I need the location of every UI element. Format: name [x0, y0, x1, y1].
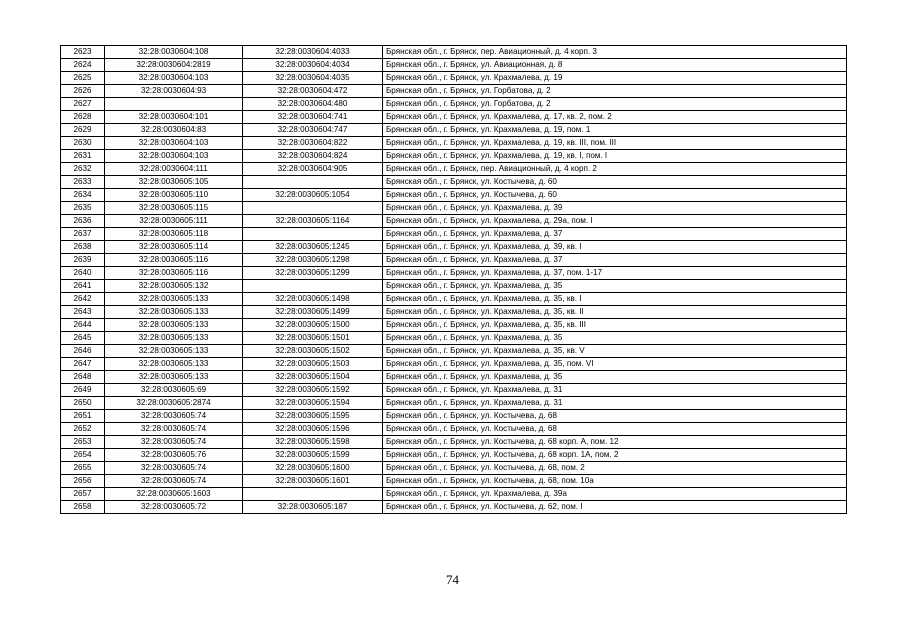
address-cell: Брянская обл., г. Брянск, ул. Костычева, д. 68	[383, 410, 847, 423]
land-cadastral-number-cell: 32:28:0030605:110	[105, 189, 243, 202]
row-number-cell: 2658	[61, 501, 105, 514]
table-row	[61, 59, 847, 72]
row-number-cell: 2639	[61, 254, 105, 267]
row-number-cell: 2644	[61, 319, 105, 332]
row-number-cell: 2643	[61, 306, 105, 319]
land-cadastral-number-cell: 32:28:0030605:72	[105, 501, 243, 514]
address-cell: Брянская обл., г. Брянск, ул. Крахмалева, д. 19, кв. I, пом. I	[383, 150, 847, 163]
row-number-cell: 2656	[61, 475, 105, 488]
row-number-cell: 2650	[61, 397, 105, 410]
row-number-cell: 2625	[61, 72, 105, 85]
address-cell: Брянская обл., г. Брянск, пер. Авиационный, д. 4 корп. 2	[383, 163, 847, 176]
land-cadastral-number-cell: 32:28:0030605:69	[105, 384, 243, 397]
table-row	[61, 501, 847, 514]
land-cadastral-number-cell: 32:28:0030605:1603	[105, 488, 243, 501]
object-cadastral-number-cell: 32:28:0030604:824	[243, 150, 383, 163]
object-cadastral-number-cell: 32:28:0030604:747	[243, 124, 383, 137]
address-cell: Брянская обл., г. Брянск, ул. Крахмалева, д. 35, кв. V	[383, 345, 847, 358]
table-row	[61, 436, 847, 449]
row-number-cell: 2641	[61, 280, 105, 293]
address-cell: Брянская обл., г. Брянск, ул. Горбатова, д. 2	[383, 85, 847, 98]
row-number-cell: 2636	[61, 215, 105, 228]
land-cadastral-number-cell: 32:28:0030605:74	[105, 423, 243, 436]
land-cadastral-number-cell: 32:28:0030605:133	[105, 332, 243, 345]
table-row	[61, 306, 847, 319]
object-cadastral-number-cell: 32:28:0030604:905	[243, 163, 383, 176]
address-cell: Брянская обл., г. Брянск, ул. Крахмалева, д. 39	[383, 202, 847, 215]
object-cadastral-number-cell: 32:28:0030605:1503	[243, 358, 383, 371]
address-cell: Брянская обл., г. Брянск, ул. Крахмалева, д. 31	[383, 397, 847, 410]
object-cadastral-number-cell: 32:28:0030605:1299	[243, 267, 383, 280]
table-row	[61, 332, 847, 345]
object-cadastral-number-cell: 32:28:0030605:1502	[243, 345, 383, 358]
row-number-cell: 2649	[61, 384, 105, 397]
object-cadastral-number-cell: 32:28:0030605:1596	[243, 423, 383, 436]
address-cell: Брянская обл., г. Брянск, ул. Крахмалева, д. 19, кв. III, пом. III	[383, 137, 847, 150]
table-row	[61, 462, 847, 475]
address-cell: Брянская обл., г. Брянск, ул. Крахмалева, д. 31	[383, 384, 847, 397]
object-cadastral-number-cell	[243, 176, 383, 189]
land-cadastral-number-cell: 32:28:0030605:114	[105, 241, 243, 254]
object-cadastral-number-cell: 32:28:0030604:480	[243, 98, 383, 111]
object-cadastral-number-cell: 32:28:0030605:1601	[243, 475, 383, 488]
row-number-cell: 2652	[61, 423, 105, 436]
address-cell: Брянская обл., г. Брянск, ул. Крахмалева, д. 35, кв. II	[383, 306, 847, 319]
row-number-cell: 2630	[61, 137, 105, 150]
object-cadastral-number-cell: 32:28:0030605:1500	[243, 319, 383, 332]
address-cell: Брянская обл., г. Брянск, ул. Крахмалева, д. 29а, пом. I	[383, 215, 847, 228]
object-cadastral-number-cell: 32:28:0030605:1164	[243, 215, 383, 228]
address-cell: Брянская обл., г. Брянск, ул. Авиационная, д. 8	[383, 59, 847, 72]
table-row	[61, 150, 847, 163]
table-row	[61, 228, 847, 241]
row-number-cell: 2646	[61, 345, 105, 358]
object-cadastral-number-cell: 32:28:0030605:1595	[243, 410, 383, 423]
land-cadastral-number-cell: 32:28:0030604:103	[105, 137, 243, 150]
land-cadastral-number-cell: 32:28:0030605:133	[105, 358, 243, 371]
row-number-cell: 2627	[61, 98, 105, 111]
land-cadastral-number-cell: 32:28:0030604:103	[105, 150, 243, 163]
row-number-cell: 2638	[61, 241, 105, 254]
table-row	[61, 98, 847, 111]
land-cadastral-number-cell: 32:28:0030605:105	[105, 176, 243, 189]
land-cadastral-number-cell: 32:28:0030605:115	[105, 202, 243, 215]
address-cell: Брянская обл., г. Брянск, ул. Горбатова, д. 2	[383, 98, 847, 111]
land-cadastral-number-cell	[105, 98, 243, 111]
row-number-cell: 2631	[61, 150, 105, 163]
object-cadastral-number-cell: 32:28:0030605:1501	[243, 332, 383, 345]
object-cadastral-number-cell	[243, 280, 383, 293]
table-row	[61, 111, 847, 124]
row-number-cell: 2623	[61, 46, 105, 59]
object-cadastral-number-cell: 32:28:0030605:187	[243, 501, 383, 514]
address-cell: Брянская обл., г. Брянск, ул. Костычева, д. 68 корп. А, пом. 12	[383, 436, 847, 449]
address-cell: Брянская обл., г. Брянск, ул. Костычева, д. 68, пом. 10а	[383, 475, 847, 488]
land-cadastral-number-cell: 32:28:0030605:74	[105, 410, 243, 423]
object-cadastral-number-cell: 32:28:0030605:1054	[243, 189, 383, 202]
row-number-cell: 2647	[61, 358, 105, 371]
row-number-cell: 2637	[61, 228, 105, 241]
address-cell: Брянская обл., г. Брянск, ул. Крахмалева, д. 35	[383, 280, 847, 293]
land-cadastral-number-cell: 32:28:0030605:133	[105, 293, 243, 306]
land-cadastral-number-cell: 32:28:0030605:74	[105, 436, 243, 449]
table-row	[61, 410, 847, 423]
object-cadastral-number-cell	[243, 488, 383, 501]
address-cell: Брянская обл., г. Брянск, ул. Крахмалева, д. 35	[383, 371, 847, 384]
table-row	[61, 293, 847, 306]
address-cell: Брянская обл., г. Брянск, ул. Костычева, д. 62, пом. I	[383, 501, 847, 514]
address-cell: Брянская обл., г. Брянск, ул. Крахмалева, д. 35, кв. I	[383, 293, 847, 306]
table-row	[61, 358, 847, 371]
row-number-cell: 2645	[61, 332, 105, 345]
address-cell: Брянская обл., г. Брянск, ул. Крахмалева, д. 35	[383, 332, 847, 345]
row-number-cell: 2633	[61, 176, 105, 189]
land-cadastral-number-cell: 32:28:0030605:133	[105, 371, 243, 384]
land-cadastral-number-cell: 32:28:0030604:2819	[105, 59, 243, 72]
table-row	[61, 176, 847, 189]
row-number-cell: 2651	[61, 410, 105, 423]
land-cadastral-number-cell: 32:28:0030605:116	[105, 267, 243, 280]
table-row	[61, 72, 847, 85]
object-cadastral-number-cell: 32:28:0030605:1245	[243, 241, 383, 254]
table-row	[61, 241, 847, 254]
object-cadastral-number-cell: 32:28:0030604:4034	[243, 59, 383, 72]
object-cadastral-number-cell: 32:28:0030605:1298	[243, 254, 383, 267]
row-number-cell: 2642	[61, 293, 105, 306]
table-row	[61, 384, 847, 397]
page-number: 74	[446, 572, 459, 587]
row-number-cell: 2624	[61, 59, 105, 72]
table-row	[61, 189, 847, 202]
address-cell: Брянская обл., г. Брянск, ул. Крахмалева, д. 37	[383, 254, 847, 267]
object-cadastral-number-cell	[243, 202, 383, 215]
address-cell: Брянская обл., г. Брянск, ул. Костычева, д. 68 корп. 1А, пом. 2	[383, 449, 847, 462]
address-cell: Брянская обл., г. Брянск, ул. Костычева, д. 68	[383, 423, 847, 436]
land-cadastral-number-cell: 32:28:0030604:111	[105, 163, 243, 176]
land-cadastral-number-cell: 32:28:0030604:101	[105, 111, 243, 124]
table-row	[61, 124, 847, 137]
land-cadastral-number-cell: 32:28:0030604:108	[105, 46, 243, 59]
table-row	[61, 137, 847, 150]
land-cadastral-number-cell: 32:28:0030605:74	[105, 462, 243, 475]
address-cell: Брянская обл., г. Брянск, ул. Крахмалева, д. 35, кв. III	[383, 319, 847, 332]
row-number-cell: 2654	[61, 449, 105, 462]
address-cell: Брянская обл., г. Брянск, ул. Крахмалева, д. 39, кв. I	[383, 241, 847, 254]
object-cadastral-number-cell: 32:28:0030605:1592	[243, 384, 383, 397]
cadastral-table	[60, 45, 847, 514]
table-row	[61, 215, 847, 228]
row-number-cell: 2626	[61, 85, 105, 98]
address-cell: Брянская обл., г. Брянск, ул. Костычева, д. 60	[383, 189, 847, 202]
table-row	[61, 163, 847, 176]
row-number-cell: 2657	[61, 488, 105, 501]
table-row	[61, 488, 847, 501]
table-row	[61, 475, 847, 488]
table-row	[61, 280, 847, 293]
address-cell: Брянская обл., г. Брянск, ул. Крахмалева, д. 37, пом. 1-17	[383, 267, 847, 280]
object-cadastral-number-cell: 32:28:0030605:1599	[243, 449, 383, 462]
row-number-cell: 2632	[61, 163, 105, 176]
land-cadastral-number-cell: 32:28:0030604:83	[105, 124, 243, 137]
address-cell: Брянская обл., г. Брянск, ул. Костычева, д. 68, пом. 2	[383, 462, 847, 475]
object-cadastral-number-cell: 32:28:0030604:822	[243, 137, 383, 150]
object-cadastral-number-cell: 32:28:0030605:1598	[243, 436, 383, 449]
object-cadastral-number-cell: 32:28:0030604:4035	[243, 72, 383, 85]
land-cadastral-number-cell: 32:28:0030605:74	[105, 475, 243, 488]
object-cadastral-number-cell: 32:28:0030604:741	[243, 111, 383, 124]
row-number-cell: 2629	[61, 124, 105, 137]
table-row	[61, 397, 847, 410]
land-cadastral-number-cell: 32:28:0030604:93	[105, 85, 243, 98]
object-cadastral-number-cell: 32:28:0030605:1594	[243, 397, 383, 410]
land-cadastral-number-cell: 32:28:0030605:133	[105, 319, 243, 332]
address-cell: Брянская обл., г. Брянск, ул. Крахмалева, д. 39а	[383, 488, 847, 501]
land-cadastral-number-cell: 32:28:0030605:111	[105, 215, 243, 228]
table-row	[61, 85, 847, 98]
table-row	[61, 423, 847, 436]
object-cadastral-number-cell: 32:28:0030605:1499	[243, 306, 383, 319]
table-row	[61, 267, 847, 280]
land-cadastral-number-cell: 32:28:0030605:133	[105, 306, 243, 319]
address-cell: Брянская обл., г. Брянск, ул. Костычева, д. 60	[383, 176, 847, 189]
table-row	[61, 319, 847, 332]
table-row	[61, 345, 847, 358]
object-cadastral-number-cell: 32:28:0030604:4033	[243, 46, 383, 59]
row-number-cell: 2648	[61, 371, 105, 384]
row-number-cell: 2635	[61, 202, 105, 215]
object-cadastral-number-cell: 32:28:0030604:472	[243, 85, 383, 98]
address-cell: Брянская обл., г. Брянск, ул. Крахмалева, д. 17, кв. 2, пом. 2	[383, 111, 847, 124]
land-cadastral-number-cell: 32:28:0030604:103	[105, 72, 243, 85]
table-body	[61, 46, 847, 514]
row-number-cell: 2628	[61, 111, 105, 124]
table-row	[61, 449, 847, 462]
land-cadastral-number-cell: 32:28:0030605:132	[105, 280, 243, 293]
land-cadastral-number-cell: 32:28:0030605:118	[105, 228, 243, 241]
address-cell: Брянская обл., г. Брянск, пер. Авиационный, д. 4 корп. 3	[383, 46, 847, 59]
object-cadastral-number-cell: 32:28:0030605:1600	[243, 462, 383, 475]
row-number-cell: 2640	[61, 267, 105, 280]
address-cell: Брянская обл., г. Брянск, ул. Крахмалева, д. 37	[383, 228, 847, 241]
row-number-cell: 2655	[61, 462, 105, 475]
table-row	[61, 254, 847, 267]
row-number-cell: 2634	[61, 189, 105, 202]
address-cell: Брянская обл., г. Брянск, ул. Крахмалева, д. 19, пом. 1	[383, 124, 847, 137]
row-number-cell: 2653	[61, 436, 105, 449]
object-cadastral-number-cell: 32:28:0030605:1498	[243, 293, 383, 306]
address-cell: Брянская обл., г. Брянск, ул. Крахмалева, д. 35, пом. VI	[383, 358, 847, 371]
table-row	[61, 46, 847, 59]
object-cadastral-number-cell	[243, 228, 383, 241]
land-cadastral-number-cell: 32:28:0030605:2874	[105, 397, 243, 410]
table-row	[61, 371, 847, 384]
address-cell: Брянская обл., г. Брянск, ул. Крахмалева, д. 19	[383, 72, 847, 85]
land-cadastral-number-cell: 32:28:0030605:76	[105, 449, 243, 462]
land-cadastral-number-cell: 32:28:0030605:133	[105, 345, 243, 358]
table-row	[61, 202, 847, 215]
object-cadastral-number-cell: 32:28:0030605:1504	[243, 371, 383, 384]
land-cadastral-number-cell: 32:28:0030605:116	[105, 254, 243, 267]
